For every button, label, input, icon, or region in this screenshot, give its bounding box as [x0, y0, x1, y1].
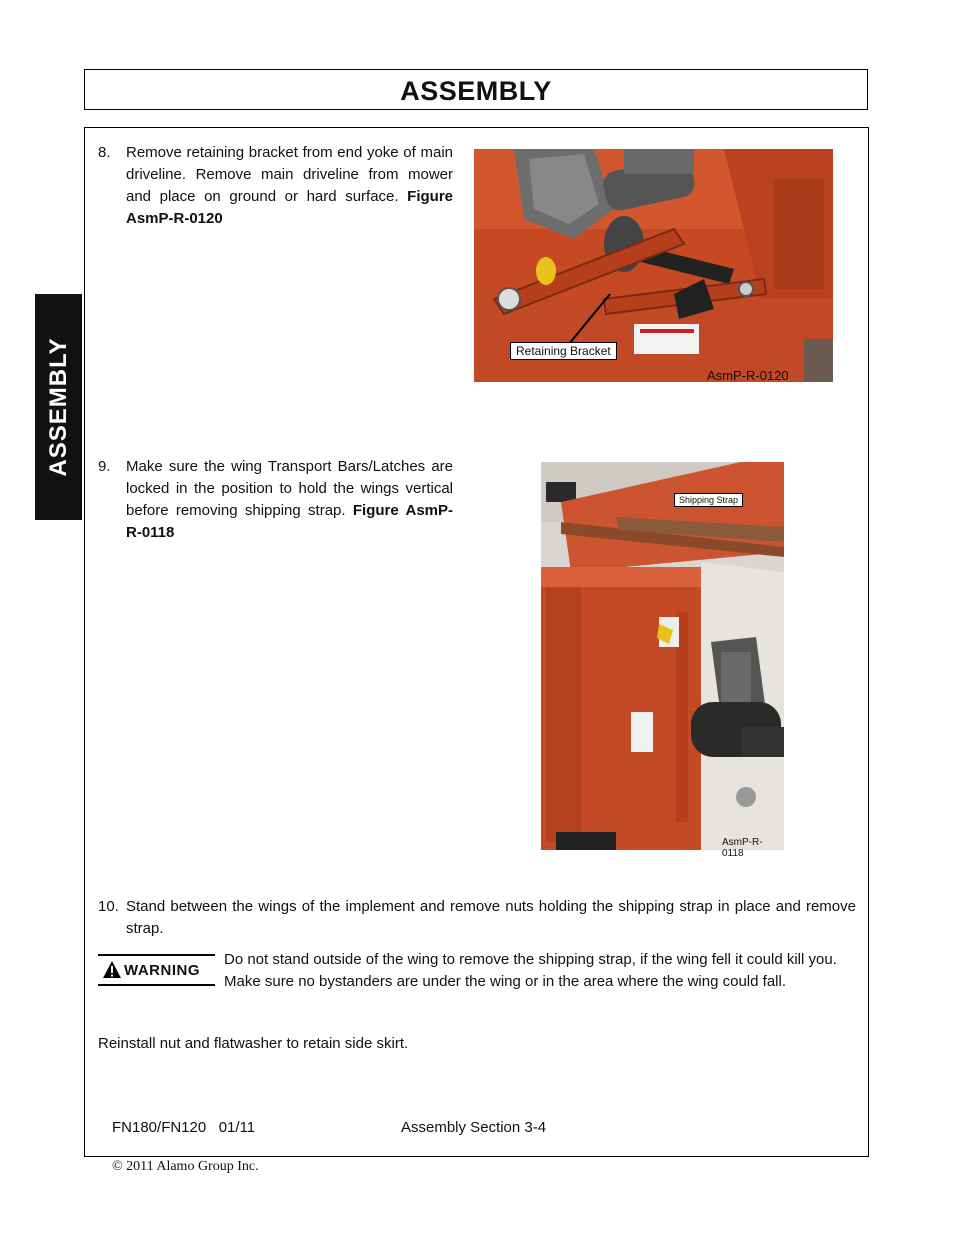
page-header: [84, 69, 868, 110]
figure-photo-shipping-strap: [541, 462, 784, 859]
step-instruction: Make sure the wing Transport Bars/Latches are locked in the position to hold the wings vertical before removing shipping strap.: [126, 458, 453, 519]
side-skirt-note: Reinstall nut and flatwasher to retain side skirt.: [98, 1035, 409, 1052]
figure-code: AsmP-R-0120: [707, 368, 789, 383]
warning-message: Do not stand outside of the wing to remove the shipping strap, if the wing fell it could kill you. Make sure no bystanders are under the wing or in the area where the wing could fall.: [224, 951, 837, 990]
warning-badge: [98, 954, 215, 986]
step-instruction: Stand between the wings of the implement and remove nuts holding the shipping strap in place and remove strap.: [126, 898, 856, 937]
wing-photo-illustration: [541, 462, 784, 850]
warning-triangle-icon: [102, 960, 122, 979]
step-number: 9.: [98, 458, 111, 475]
figure-photo-retaining-bracket: [474, 149, 833, 382]
step-instruction: Remove retaining bracket from end yoke of main driveline. Remove main driveline from mower and place on ground or hard surface.: [126, 144, 453, 205]
figure-reference: Figure AsmP-R-0118: [126, 502, 453, 541]
callout-shipping-strap: Shipping Strap: [674, 493, 743, 507]
section-side-tab-label: ASSEMBLY: [44, 337, 72, 477]
section-side-tab: [35, 294, 82, 520]
step-text: [126, 142, 453, 230]
footer-model-date: FN180/FN120 01/11: [112, 1119, 256, 1136]
step-8: [98, 142, 454, 232]
step-number: 10.: [98, 898, 119, 915]
figure-code: AsmP-R-0118: [722, 837, 763, 859]
step-text: [126, 456, 453, 544]
page-title: ASSEMBLY: [400, 76, 552, 106]
step-10: [98, 896, 856, 942]
figure-reference: Figure AsmP-R-0120: [126, 188, 454, 227]
copyright: © 2011 Alamo Group Inc.: [112, 1159, 259, 1174]
footer-section: Assembly Section 3-4: [401, 1119, 547, 1136]
step-text: [126, 896, 856, 940]
step-9: [98, 456, 454, 546]
warning-label: WARNING: [124, 962, 200, 979]
step-number: 8.: [98, 144, 111, 161]
callout-retaining-bracket: Retaining Bracket: [510, 342, 617, 360]
